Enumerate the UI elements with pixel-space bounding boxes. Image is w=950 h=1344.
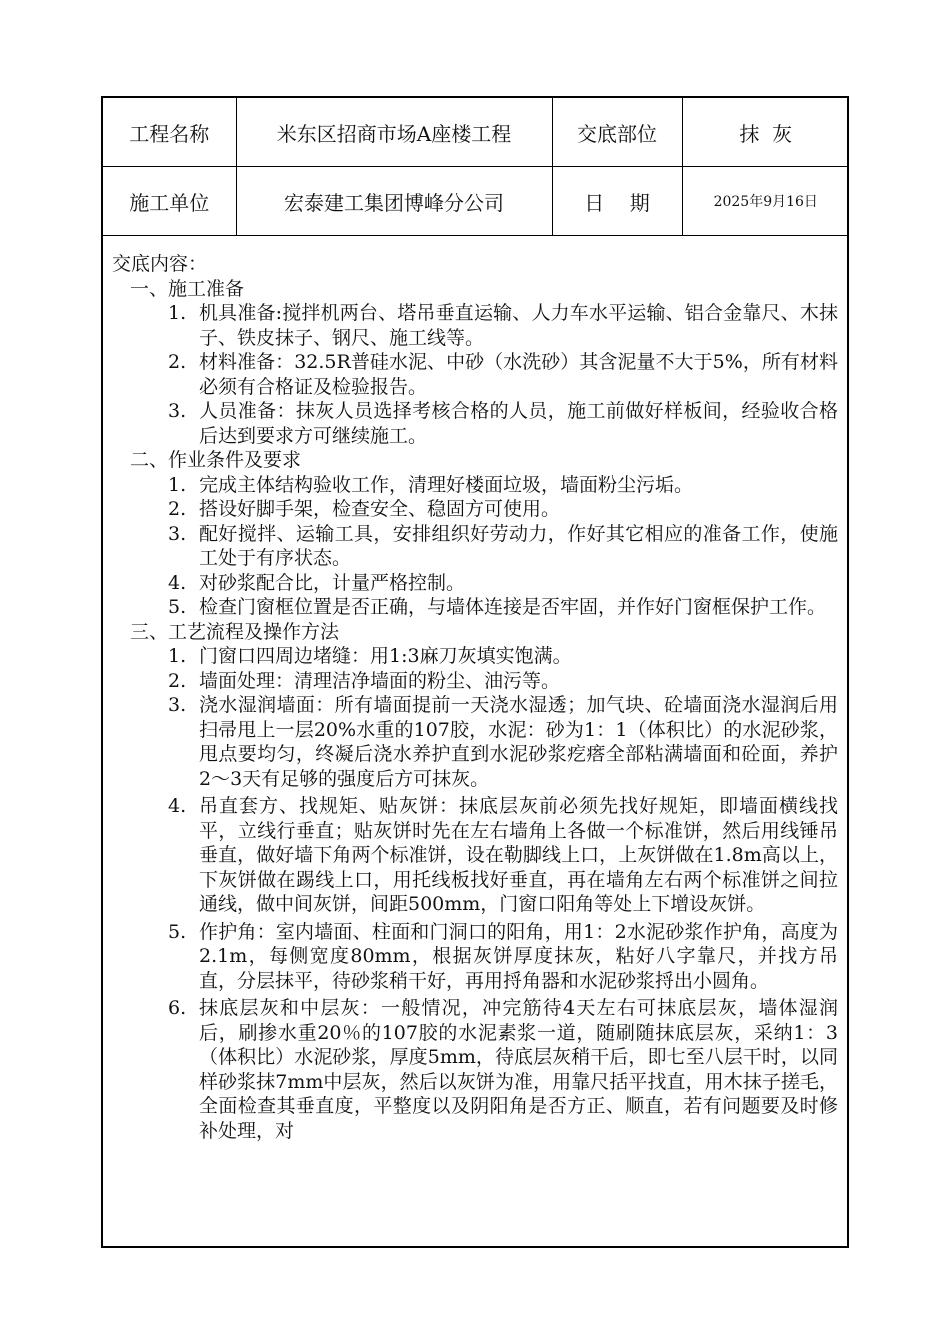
item-text: 人员准备：抹灰人员选择考核合格的人员，施工前做好样板间，经验收合格后达到要求方可继续施工。 [199,400,838,447]
list-item [112,522,838,571]
list-item [112,920,838,994]
header-table [103,98,849,236]
item-text: 对砂浆配合比，计量严格控制。 [199,571,466,594]
item-number: 3. [168,522,187,545]
content-label: 交底内容： [112,253,208,275]
content-body [103,236,847,1143]
list-item [112,669,838,694]
item-text: 材料准备：32.5R普硅水泥、中砂（水洗砂）其含泥量不大于5%，所有材料必须有合格证及检验报告。 [199,351,838,398]
part-value: 抹 灰 [682,98,849,167]
disclosure-sheet [101,96,849,1248]
item-text: 墙面处理：清理洁净墙面的粉尘、油污等。 [199,669,561,692]
list-item [112,301,838,350]
item-number: 1. [168,645,187,667]
item-number: 4. [168,795,187,817]
section-items [112,301,838,448]
list-item [112,497,838,522]
section-title: 三、工艺流程及操作方法 [130,620,340,643]
list-item [112,350,838,399]
section-title: 一、施工准备 [130,277,245,300]
list-item [112,794,838,917]
item-text: 完成主体结构验收工作，清理好楼面垃圾，墙面粉尘污垢。 [199,473,694,496]
part-label: 交底部位 [552,98,682,167]
item-number: 3. [168,400,187,422]
project-name-label: 工程名称 [103,98,236,167]
list-item [112,996,838,1143]
item-text: 吊直套方、找规矩、贴灰饼：抹底层灰前必须先找好规矩，即墙面横线找平，立线行垂直；贴灰饼时先在左右墙角上各做一个标准饼，然后用线锤吊垂直，做好墙下角两个标准饼，设在勒脚线上口，上灰饼做在1.8m高以上，下灰饼做在踢线上口，用托线板找好垂直，再在墙角左右两个标准饼之间拉通线，做中间灰饼，间距500mm，门窗口阳角等处上下增设灰饼。 [199,795,838,915]
item-text: 作护角：室内墙面、柱面和门洞口的阳角，用1：2水泥砂浆作护角，高度为2.1m，每侧宽度80mm，根据灰饼厚度抹灰，粘好八字靠尺，并找方吊直，分层抹平，待砂浆稍干好，再用捋角器和水泥砂浆捋出小圆角。 [199,920,838,992]
list-item [112,693,838,791]
list-item [112,595,838,620]
item-text: 配好搅拌、运输工具，安排组织好劳动力，作好其它相应的准备工作，使施工处于有序状态。 [199,522,838,569]
list-item [112,644,838,669]
item-text: 浇水湿润墙面：所有墙面提前一天浇水湿透；加气块、砼墙面浇水湿润后用扫帚甩上一层20%水重的107胶，水泥：砂为1：1（体积比）的水泥砂浆，甩点要均匀，终凝后浇水养护直到水泥砂浆疙瘩全部粘满墙面和砼面，养护2～3天有足够的强度后方可抹灰。 [199,694,838,790]
item-number: 1. [168,302,187,324]
item-number: 5. [168,920,187,943]
item-number: 6. [168,997,187,1019]
unit-label: 施工单位 [103,167,236,236]
item-text: 抹底层灰和中层灰：一般情况，冲完筋待4天左右可抹底层灰，墙体湿润后，刷掺水重20％的107胶的水泥素浆一道，随刷随抹底层灰，采纳1：3（体积比）水泥砂浆，厚度5mm，待底层灰稍干后，即七至八层干时，以同样砂浆抹7mm中层灰，然后以灰饼为准，用靠尺括平找直，用木抹子搓毛，全面检查其垂直度，平整度以及阴阳角是否方正、顺直，若有问题要及时修补处理，对 [199,997,838,1142]
list-item [112,571,838,596]
date-label: 日 期 [552,167,682,236]
project-name-value: 米东区招商市场A座楼工程 [236,98,552,167]
item-number: 2. [168,498,187,520]
item-number: 3. [168,694,187,716]
item-number: 5. [168,596,187,618]
list-item [112,399,838,448]
item-text: 检查门窗框位置是否正确，与墙体连接是否牢固，并作好门窗框保护工作。 [199,596,827,618]
section-items [112,644,838,1143]
item-number: 1. [168,473,187,496]
item-text: 门窗口四周边堵缝：用1:3麻刀灰填实饱满。 [199,645,572,667]
item-number: 4. [168,571,187,594]
unit-value: 宏泰建工集团博峰分公司 [236,167,552,236]
date-value: 2025年9月16日 [682,167,849,236]
list-item [112,473,838,498]
item-number: 2. [168,669,187,692]
section-items [112,473,838,620]
item-text: 搭设好脚手架，检查安全、稳固方可使用。 [199,498,561,520]
item-text: 机具准备:搅拌机两台、塔吊垂直运输、人力车水平运输、铝合金靠尺、木抹子、铁皮抹子、钢尺、施工线等。 [199,302,838,349]
sections-container [112,277,838,1144]
section-title: 二、作业条件及要求 [130,449,302,471]
item-number: 2. [168,351,187,373]
